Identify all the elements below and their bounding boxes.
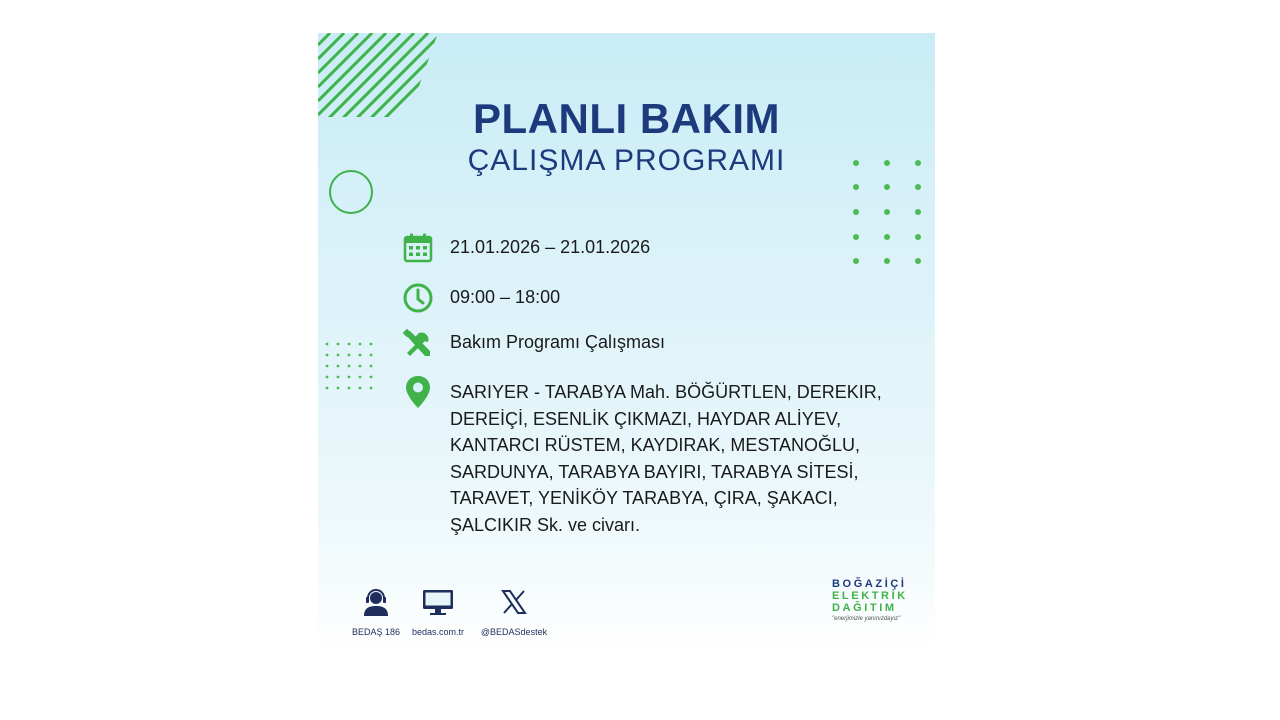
social-contact: [474, 588, 554, 637]
website-contact: [408, 588, 468, 637]
calendar-icon: [402, 232, 434, 264]
logo-line-1: BOĞAZİÇİ: [832, 578, 907, 590]
company-logo: [832, 578, 922, 622]
time-range-text: 09:00 – 18:00: [450, 287, 561, 307]
page-title: PLANLI BAKIM: [473, 95, 780, 142]
logo-tagline: "enerjimizle yanınızdayız": [832, 616, 901, 622]
logo-line-3: DAĞITIM: [832, 602, 897, 614]
website-label: bedas.com.tr: [411, 627, 465, 637]
location-text: SARIYER - TARABYA Mah. BÖĞÜRTLEN, DEREKIR, DEREİÇİ, ESENLİK ÇIKMAZI, HAYDAR ALİYEV, KANTARCI RÜSTEM, KAYDIRAK, MESTANOĞLU, SARDUNYA, TARABYA BAYIRI, TARABYA SİTESİ, TARAVET, YENİKÖY TARABYA, ÇIRA, ŞAKACI, ŞALCIKIR Sk. ve civarı.: [450, 382, 882, 535]
location-pin-icon: [402, 373, 434, 409]
logo-line-2: ELEKTRİK: [832, 590, 908, 602]
phone-contact: [346, 588, 406, 637]
time-row: [402, 282, 560, 314]
tools-icon: [402, 328, 434, 360]
work-type-text: Bakım Programı Çalışması: [450, 332, 666, 352]
social-label: @BEDASdestek: [480, 627, 548, 637]
phone-label: BEDAŞ 186: [351, 627, 401, 637]
clock-icon: [402, 282, 434, 314]
work-type-row: [402, 328, 665, 360]
monitor-icon: [422, 588, 454, 616]
maintenance-announcement-card: [318, 33, 935, 650]
x-logo-icon: [500, 588, 528, 616]
small-dot-grid-decoration: [323, 342, 373, 392]
page-subtitle: ÇALIŞMA PROGRAMI: [467, 144, 786, 177]
date-row: [402, 232, 650, 264]
date-range-text: 21.01.2026 – 21.01.2026: [450, 237, 651, 257]
location-row: [402, 373, 920, 538]
headset-agent-icon: [361, 588, 391, 616]
